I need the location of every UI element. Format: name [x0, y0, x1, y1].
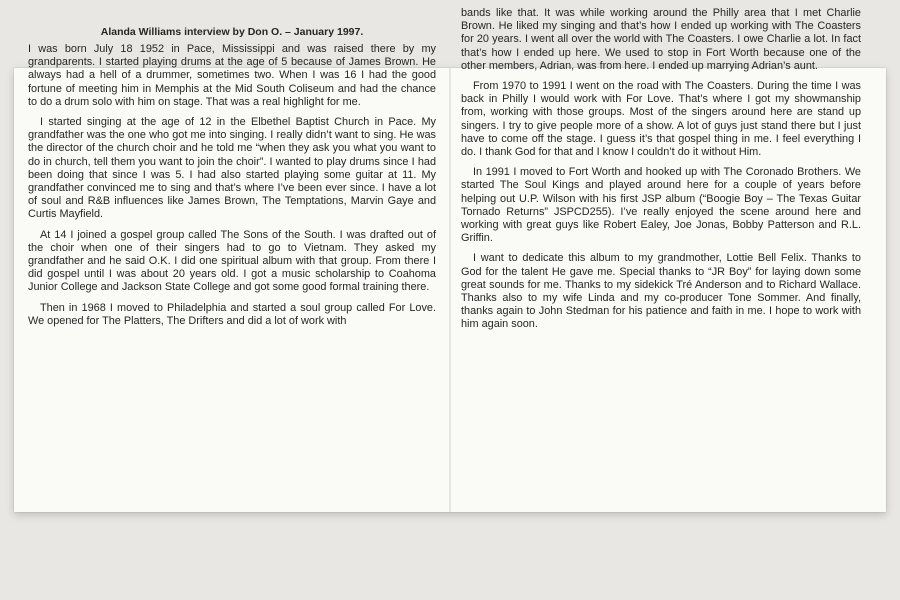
- paragraph: At 14 I joined a gospel group called The Sons of the South. I was drafted out of the choir when one of their singers had to go to Vietnam. They asked my grandfather and he said O.K. I did one spiritual album with that group. From there I did gospel until I was about 20 years old. I got a music scholarship to Coahoma Junior College and Jackson State College and got some good formal training there.: [28, 228, 436, 294]
- paragraph: I was born July 18 1952 in Pace, Mississippi and was raised there by my grandparents. I started playing drums at the age of 5 because of James Brown. He always had a hell of a drummer, sometimes two. When I was 16 I had the good fortune of meeting him in Memphis at the Mid South Coliseum and had the chance to do a drum solo with him on stage. That was a real highlight for me.: [28, 43, 436, 108]
- right-page: [461, 7, 861, 339]
- paragraph: From 1970 to 1991 I went on the road with The Coasters. During the time I was back in Philly I would work with For Love. That’s where I got my showmanship from, working with those groups. Most of the singers around here are stand up singers. I try to give people more of a show. A lot of guys just stand there but I just have to come off the stage. I guess it’s that gospel thing in me. I feel everything I do. I thank God for that and I know I couldn’t do it without Him.: [461, 80, 861, 159]
- booklet-fold: [449, 68, 451, 512]
- paragraph: I started singing at the age of 12 in the Elbethel Baptist Church in Pace. My grandfather was the one who got me into singing. I really didn’t want to sing. He was the director of the church choir and he told me “when they ask you what you want to do in church, tell them you want to join the choir”. I wanted to play drums since I had been doing that since I was 5. I had also started playing some guitar at 11. My grandfather convinced me to sing and that’s where I’ve been ever since. I have a lot of soul and R&B influences like James Brown, The Temptations, Marvin Gaye and Curtis Mayfield.: [28, 116, 436, 221]
- paragraph: Then in 1968 I moved to Philadelphia and started a soul group called For Love. We opened for The Platters, The Drifters and did a lot of work with: [28, 301, 436, 327]
- interview-title: Alanda Williams interview by Don O. – January 1997.: [100, 26, 364, 38]
- left-page: [28, 26, 436, 335]
- paragraph: I want to dedicate this album to my grandmother, Lottie Bell Felix. Thanks to God for the talent He gave me. Special thanks to “JR Boy” for laying down some great sounds for me. Thanks to my sidekick Tré Anderson and to Richard Wallace. Thanks also to my wife Linda and my co-producer Tone Sommer. And finally, thanks again to John Stedman for his patience and faith in me. I hope to work with him again soon.: [461, 252, 861, 331]
- paragraph: bands like that. It was while working around the Philly area that I met Charlie Brown. He liked my singing and that’s how I ended up working with The Coasters for 20 years. I went all over the world with The Coasters. I owe Charlie a lot. In fact that’s how I ended up here. We used to stop in Fort Worth because one of the other members, Adrian, was from here. I ended up marrying Adrian’s aunt.: [461, 7, 861, 72]
- paragraph: In 1991 I moved to Fort Worth and hooked up with The Coronado Brothers. We started The Soul Kings and played around here for a couple of years before helping out U.P. Wilson with his first JSP album (“Boogie Boy – The Texas Guitar Tornado Returns” JSPCD255). I’ve really enjoyed the scene around here and working with great guys like Robert Ealey, Joe Jonas, Bobby Patterson and R.L. Griffin.: [461, 166, 861, 245]
